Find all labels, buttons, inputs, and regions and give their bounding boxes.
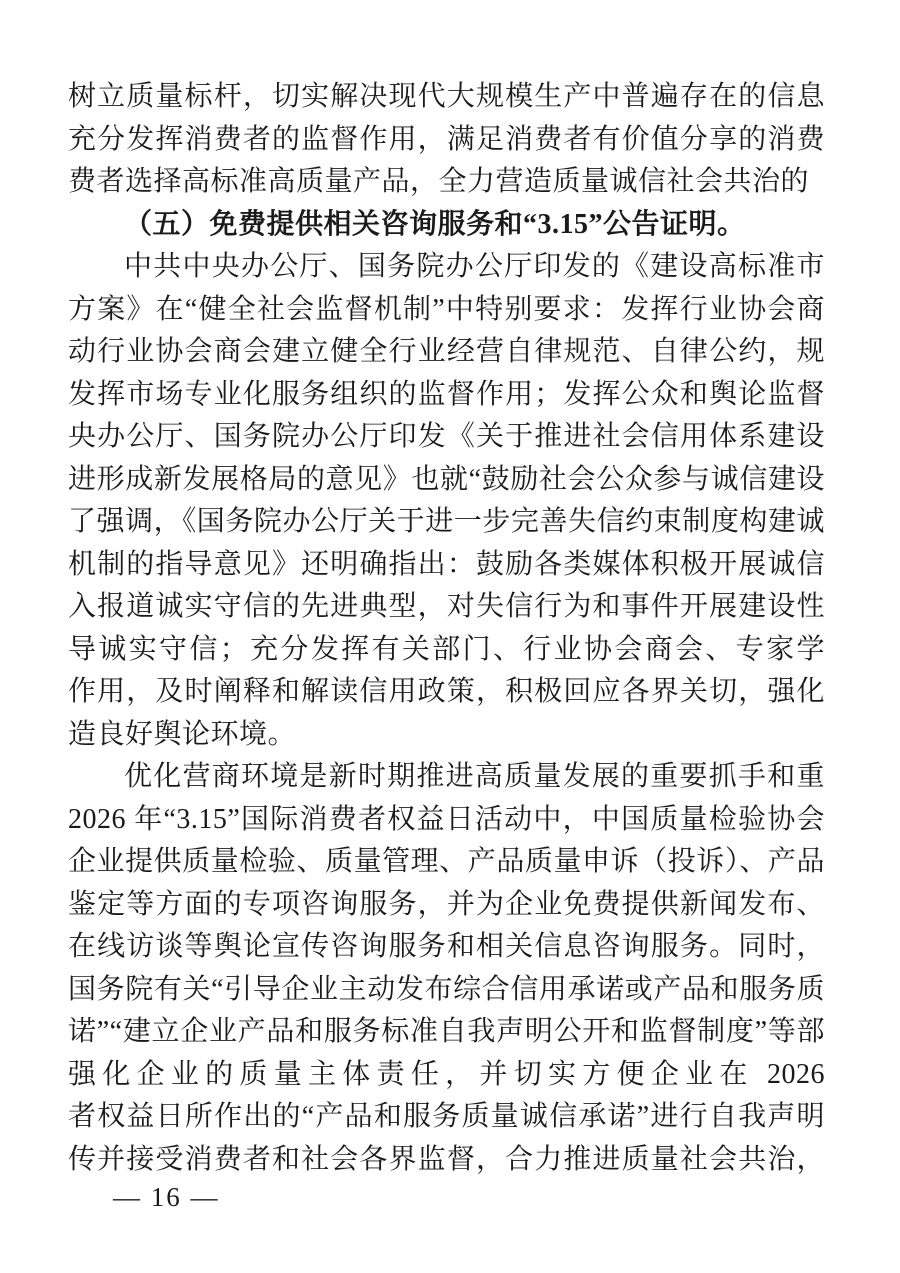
text-line: 强化企业的质量主体责任，并切实方便企业在 2026 xyxy=(68,1058,825,1090)
document-body xyxy=(68,76,825,1181)
text-line: 导诚实守信；充分发挥有关部门、行业协会商会、专家学 xyxy=(68,633,825,665)
text-line: 机制的指导意见》还明确指出：鼓励各类媒体积极开展诚信 xyxy=(68,548,825,580)
text-line: 中共中央办公厅、国务院办公厅印发的《建设高标准市 xyxy=(124,251,825,282)
text-line: 央办公厅、国务院办公厅印发《关于推进社会信用体系建设 xyxy=(68,421,825,452)
text-line: 树立质量标杆，切实解决现代大规模生产中普遍存在的信息 xyxy=(68,81,825,112)
text-line: 传并接受消费者和社会各界监督，合力推进质量社会共治， xyxy=(68,1143,825,1175)
text-line: 了强调，《国务院办公厅关于进一步完善失信约束制度构建诚 xyxy=(68,506,825,537)
text-line: 者权益日所作出的“产品和服务质量诚信承诺”进行自我声明 xyxy=(68,1101,825,1132)
text-line: 企业提供质量检验、质量管理、产品质量申诉（投诉）、产品 xyxy=(68,846,825,877)
text-line: 国务院有关“引导企业主动发布综合信用承诺或产品和服务质 xyxy=(68,973,825,1005)
section-heading: （五）免费提供相关咨询服务和“3.15”公告证明。 xyxy=(124,208,746,240)
text-line: 鉴定等方面的专项咨询服务，并为企业免费提供新闻发布、 xyxy=(68,888,825,920)
text-line: 在线访谈等舆论宣传咨询服务和相关信息咨询服务。同时， xyxy=(68,931,825,962)
text-line: 发挥市场专业化服务组织的监督作用；发挥公众和舆论监督 xyxy=(68,378,825,410)
text-line: 动行业协会商会建立健全行业经营自律规范、自律公约，规 xyxy=(68,336,825,367)
text-line: 2026 年“3.15”国际消费者权益日活动中，中国质量检验协会 xyxy=(68,803,825,835)
text-line: 作用，及时阐释和解读信用政策，积极回应各界关切，强化 xyxy=(68,676,825,707)
text-line: 优化营商环境是新时期推进高质量发展的重要抓手和重 xyxy=(124,761,825,792)
text-line: 费者选择高标准高质量产品，全力营造质量诚信社会共治的 xyxy=(68,166,810,197)
text-line: 诺”“建立企业产品和服务标准自我声明公开和监督制度”等部 xyxy=(68,1016,825,1047)
text-line: 进形成新发展格局的意见》也就“鼓励社会公众参与诚信建设 xyxy=(68,463,825,495)
text-line: 方案》在“健全社会监督机制”中特别要求：发挥行业协会商 xyxy=(68,293,825,325)
text-line: 入报道诚实守信的先进典型，对失信行为和事件开展建设性 xyxy=(68,591,825,622)
text-line: 充分发挥消费者的监督作用，满足消费者有价值分享的消费 xyxy=(68,123,825,155)
page-number: — 16 — xyxy=(113,1182,220,1212)
text-line: 造良好舆论环境。 xyxy=(68,718,297,750)
